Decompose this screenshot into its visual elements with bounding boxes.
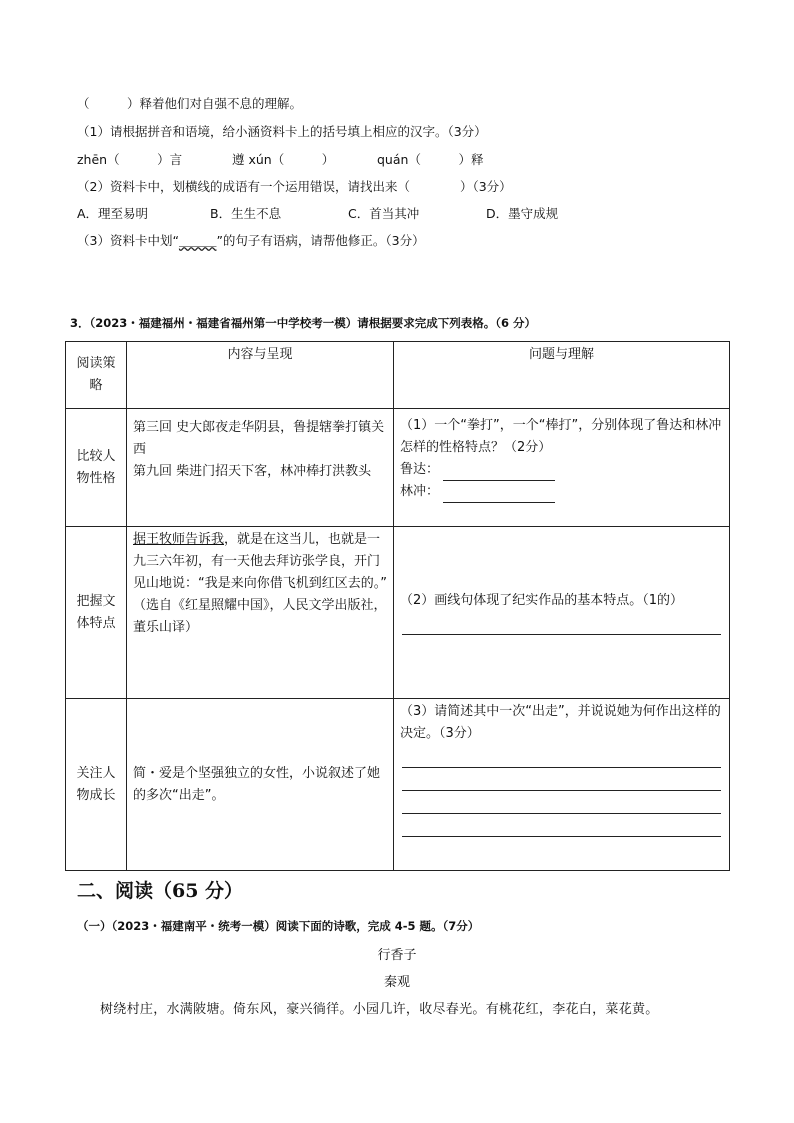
answer-line[interactable] bbox=[402, 768, 721, 791]
option-a: A．理至易明 bbox=[77, 206, 149, 221]
answer-line[interactable] bbox=[402, 791, 721, 814]
table-row bbox=[66, 409, 730, 527]
strategy-cell: 关注人物成长 bbox=[66, 699, 127, 871]
content-cell bbox=[127, 409, 394, 527]
answer-luda: 鲁达： bbox=[400, 459, 723, 481]
section-heading: 二、阅读（65 分） bbox=[77, 880, 244, 902]
question-3: （3）请简述其中一次“出走”，并说说她为何作出这样的决定。（3分） bbox=[400, 704, 721, 741]
q2-sub-1: （1）请根据拼音和语境，给小涵资料卡上的括号填上相应的汉字。（3分） bbox=[77, 124, 487, 139]
strategy-cell: 把握文体特点 bbox=[66, 527, 127, 699]
answer-line[interactable] bbox=[402, 745, 721, 768]
content-cell: 简・爱是个坚强独立的女性，小说叙述了她的多次“出走”。 bbox=[127, 699, 394, 871]
question-cell bbox=[394, 699, 730, 871]
answer-blank[interactable] bbox=[443, 488, 555, 503]
q2-line-1: （ ）释着他们对自强不息的理解。 bbox=[77, 96, 303, 111]
poem-title: 行香子 bbox=[377, 948, 417, 963]
q3-title: 3．（2023・福建福州・福建省福州第一中学校考一模）请根据要求完成下列表格。（6 分） bbox=[70, 316, 537, 330]
header-strategy: 阅读策略 bbox=[66, 342, 127, 409]
poem-author: 秦观 bbox=[383, 975, 410, 990]
poem-line: 树绕村庄，水满陂塘。倚东风，豪兴徜徉。小园几许，收尽春光。有桃花红，李花白，菜花黄。 bbox=[100, 1002, 659, 1017]
strategy-cell: 比较人物性格 bbox=[66, 409, 127, 527]
underlined-sentence: 据王牧师告诉我 bbox=[133, 532, 225, 547]
table-row bbox=[66, 699, 730, 871]
pinyin-xun: 遵 xún（ ） bbox=[232, 152, 335, 167]
pinyin-zhen: zhēn（ ）言 bbox=[77, 152, 183, 167]
option-b: B．生生不息 bbox=[210, 206, 282, 221]
section-subtitle: （一）（2023・福建南平・统考一模）阅读下面的诗歌，完成 4-5 题。（7分） bbox=[77, 919, 480, 933]
answer-line[interactable] bbox=[402, 612, 721, 635]
chapter-9: 第九回 柴进门招天下客，林冲棒打洪教头 bbox=[133, 464, 372, 479]
question-2: （2）画线句体现了纪实作品的基本特点。（1的） bbox=[400, 593, 684, 608]
header-content: 内容与呈现 bbox=[127, 342, 394, 409]
chapter-3: 第三回 史大郎夜走华阴县，鲁提辖拳打镇关西 bbox=[133, 420, 385, 457]
pinyin-quan: quán（ ）释 bbox=[377, 152, 484, 167]
wavy-mark: ＿＿＿ bbox=[178, 233, 217, 248]
table-row bbox=[66, 527, 730, 699]
option-d: D．墨守成规 bbox=[486, 206, 559, 221]
excerpt: 据王牧师告诉我，就是在这当儿，也就是一九三六年初，有一天他去拜访张学良，开门见山地说：“我是来向你借飞机到红区去的。” bbox=[133, 532, 387, 591]
option-c: C．首当其冲 bbox=[348, 206, 420, 221]
header-question: 问题与理解 bbox=[394, 342, 730, 409]
question-cell bbox=[394, 409, 730, 527]
q2-sub-3: （3）资料卡中划“＿＿＿”的句子有语病，请帮他修正。（3分） bbox=[77, 233, 425, 248]
table-header-row bbox=[66, 342, 730, 409]
content-cell bbox=[127, 527, 394, 699]
question-cell bbox=[394, 527, 730, 699]
reading-strategy-table bbox=[65, 341, 730, 871]
question-1: （1）一个“拳打”，一个“棒打”，分别体现了鲁达和林冲怎样的性格特点？（2分） bbox=[400, 418, 722, 455]
excerpt-source: （选自《红星照耀中国》，人民文学出版社，董乐山译） bbox=[133, 598, 387, 635]
answer-blank[interactable] bbox=[443, 466, 555, 481]
answer-line[interactable] bbox=[402, 814, 721, 837]
answer-linchong: 林冲： bbox=[400, 481, 723, 503]
q2-sub-2: （2）资料卡中，划横线的成语有一个运用错误，请找出来（ ）（3分） bbox=[77, 179, 512, 194]
